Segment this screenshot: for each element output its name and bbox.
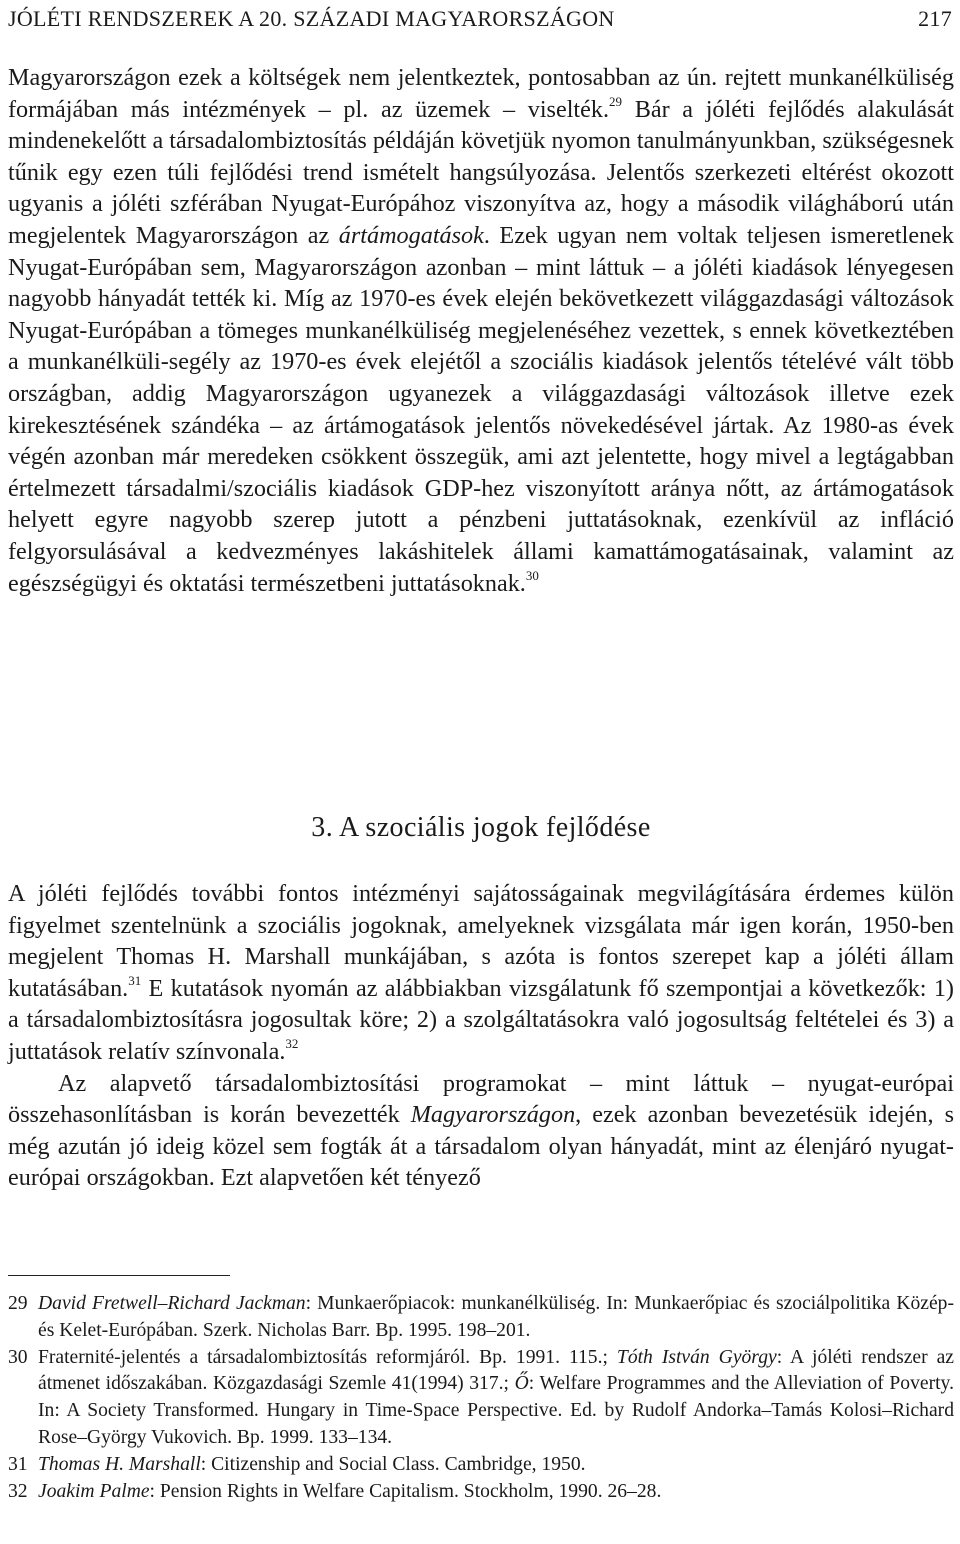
footnote-ref[interactable]: 31: [128, 972, 142, 988]
italic-term: Magyarországon: [410, 1101, 576, 1129]
footnote-number: 30: [8, 1346, 28, 1368]
body-section-1: [8, 62, 954, 599]
italic-term: ártámogatások: [338, 221, 484, 249]
text-run: Bár a jóléti fejlődés alakulását mindenekelőtt a társadalombiztosítás példáján követjük nyomon tanulmányunkban, szükségesnek tűnik egy ezen túli fejlődési trend ismételt hangsúlyozása. Jelentős szerkezeti eltérést okozott ugyanis a jóléti szférában Nyugat-Európához viszonyítva az, hogy a második világháború után megjelentek Magyarországon az: [8, 95, 955, 249]
text-run: . Ezek ugyan nem voltak teljesen ismeretlenek Nyugat-Európában sem, Magyarországon azonban – mint láttuk – a jóléti kiadások lényegesen nagyobb hányadát tették ki. Míg az 1970-es évek elején bekövetkezett világgazdasági változások Nyugat-Európában a tömeges munkanélküliség megjelenéséhez vezettek, s ennek következtében a munkanélküli-segély az 1970-es évek elejétől a szociális kiadások jelentős tételévé vált több országban, addig Magyarországon ugyanezek a világgazdasági változások illetve ezek kirekesztésének szándéka – az ártámogatások jelentős növekedésével jártak. Az 1980-as évek végén azonban már meredeken csökkent összegük, ami azt jelentette, hogy mivel a legtágabban értelmezett társadalmi/szociális kiadások GDP-hez viszonyított aránya nőtt, az ártámogatások helyett egyre nagyobb szerep jutott a pénzbeni juttatásoknak, ezenkívül az infláció felgyorsulásával a kedvezményes lakáshitelek állami kamattámogatásainak, valamint az egészségügyi és oktatási természetbeni juttatásoknak.: [8, 221, 955, 597]
text-run: , ezek azonban bevezetésük idején, s még azután jó ideig közel sem fogták át a társadalom olyan hányadát, mint az élenjáró nyugat-európai országokban. Ezt alapvetően két tényező: [8, 1101, 954, 1192]
paragraph: [8, 62, 954, 599]
footnotes: [8, 1291, 954, 1505]
footnote-number: 29: [8, 1293, 28, 1314]
text-run: A jóléti fejlődés további fontos intézményi sajátosságainak megvilágítására érdemes külön figyelmet szentelnünk a szociális jogoknak, amelyeknek vizsgálata már igen korán, 1950-ben megjelent Thomas H. Marshall munkájában, s azóta is fontos szerepet kap a jóléti állam kutatásában.: [8, 880, 954, 1002]
footnote-divider: [8, 1275, 230, 1276]
footnote-31: [8, 1452, 954, 1479]
footnote-ref[interactable]: 32: [285, 1035, 299, 1051]
footnote-number: 32: [8, 1480, 28, 1502]
footnote-text: : Munkaerőpiacok: munkanélküliség. In: Munkaerőpiac és szociálpolitika Közép- és Kelet-Európában. Szerk. Nicholas Barr. Bp. 1995. 198–201.: [38, 1293, 954, 1341]
body-section-2: [8, 878, 954, 1194]
text-run: Magyarországon ezek a költségek nem jelentkeztek, pontosabban az ún. rejtett munkanélküliség formájában más intézmények – pl. az üzemek – viselték.: [8, 64, 954, 123]
footnote-30: [8, 1345, 954, 1452]
footnote-text: : Pension Rights in Welfare Capitalism. Stockholm, 1990. 26–28.: [149, 1480, 662, 1502]
footnote-text: : A jóléti rendszer az átmenet időszakában. Közgazdasági Szemle 41(1994) 317.;: [38, 1346, 955, 1395]
footnote-32: [8, 1479, 954, 1506]
footnote-29: [8, 1291, 954, 1345]
footnote-author: Joakim Palme: [38, 1480, 150, 1502]
page-number: 217: [918, 6, 952, 31]
footnote-text: Fraternité-jelentés a társadalombiztosítás reformjáról. Bp. 1991. 115.;: [38, 1346, 617, 1368]
footnote-author: Thomas H. Marshall: [38, 1453, 201, 1475]
footnote-author: David Fretwell–Richard Jackman: [38, 1293, 306, 1314]
running-header: [8, 6, 954, 36]
section-heading: 3. A szociális jogok fejlődése: [311, 812, 651, 843]
footnote-number: 31: [8, 1453, 28, 1475]
footnote-author: Ő: [514, 1373, 529, 1395]
footnote-author: Tóth István György: [616, 1346, 777, 1368]
paragraph: [8, 1068, 954, 1194]
running-header-title: JÓLÉTI RENDSZEREK A 20. SZÁZADI MAGYARORSZÁGON: [8, 6, 615, 31]
footnote-text: : Welfare Programmes and the Alleviation of Poverty. In: A Society Transformed. Hungary in Time-Space Perspective. Ed. by Rudolf Andorka–Tamás Kolosi–Richard Rose–György Vukovich. Bp. 1999. 133–134.: [38, 1373, 954, 1448]
footnote-ref[interactable]: 29: [609, 93, 623, 109]
text-run: E kutatások nyomán az alábbiakban vizsgálatunk fő szempontjai a következők: 1) a társadalombiztosításra jogosultak köre; 2) a szolgáltatásokra való jogosultság feltételei és 3) a juttatások relatív színvonala.: [8, 974, 954, 1065]
text-run: Az alapvető társadalombiztosítási programokat – mint láttuk – nyugat-európai összehasonlításban is korán bevezették: [8, 1069, 954, 1129]
footnote-text: : Citizenship and Social Class. Cambridge, 1950.: [200, 1453, 586, 1475]
paragraph: [8, 878, 954, 1068]
footnote-ref[interactable]: 30: [525, 567, 539, 583]
